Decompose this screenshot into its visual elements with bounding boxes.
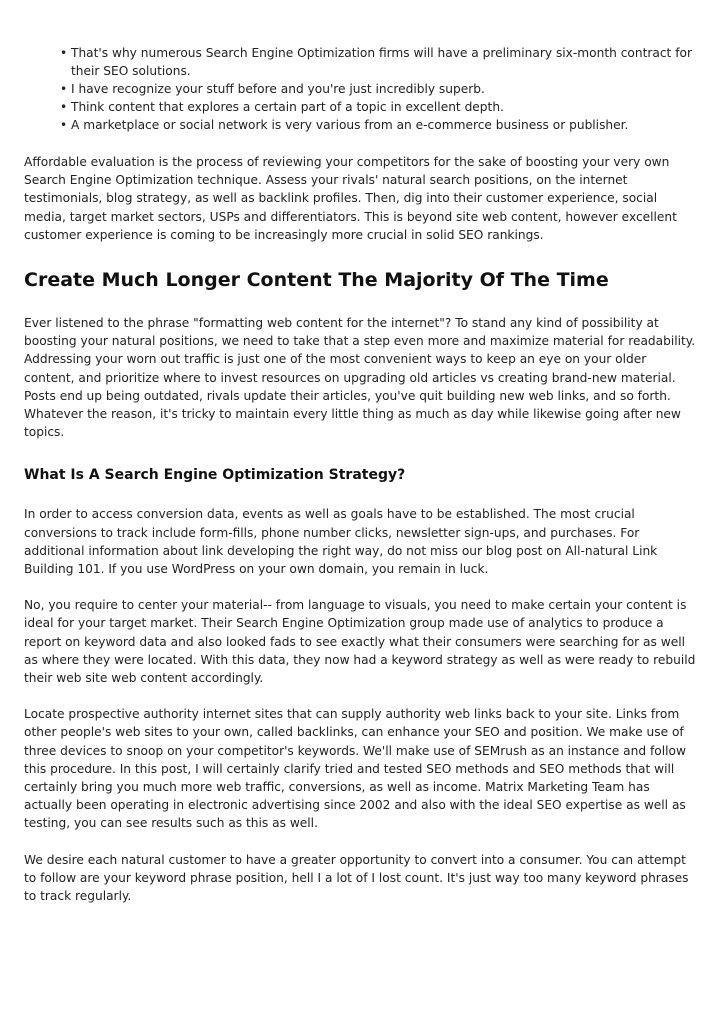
paragraph-authority-sites: Locate prospective authority internet sites that can supply authority web links back to your site. Links from other people's web sites to your own, called backlinks, can enhance your SEO and position. We make use of three devices to snoop on your competitor's keywords. We'll make use of SEMrush as an instance and follow this procedure. In this post, I will certainly clarify tried and tested SEO methods and SEO methods that will certainly bring you much more web traffic, conversions, as well as income. Matrix Marketing Team has actually been operating in electronic advertising since 2002 and also with the ideal SEO expertise as well as testing, you can see results such as this as well.: [24, 707, 686, 831]
subsection-heading-seo-strategy: What Is A Search Engine Optimization Strategy?: [24, 467, 406, 484]
paragraph-center-material: No, you require to center your material-- from language to visuals, you need to make certain your content is ideal for your target market. Their Search Engine Optimization group made use of analytics to produce a report on keyword data and also looked fads to see exactly what their consumers were searching for as well as where they were located. With this data, they now had a keyword strategy as well as were ready to rebuild their web site web content accordingly.: [24, 598, 696, 686]
section-heading-longer-content: Create Much Longer Content The Majority Of The Time: [24, 269, 609, 292]
bullet-item: • That's why numerous Search Engine Optimization firms will have a preliminary six-month contract for their SEO solutions.: [60, 44, 696, 80]
bullet-list: [24, 0, 696, 134]
bullet-item: • Think content that explores a certain part of a topic in excellent depth.: [60, 98, 696, 116]
paragraph-natural-customer: We desire each natural customer to have a greater opportunity to convert into a consumer. You can attempt to follow are your keyword phrase position, hell I a lot of I lost count. It's just way too many keyword phrases to track regularly.: [24, 852, 689, 904]
bullet-item: • A marketplace or social network is very various from an e-commerce business or publisher.: [60, 116, 696, 134]
paragraph-formatting-content: Ever listened to the phrase "formatting web content for the internet"? To stand any kind of possibility at boosting your natural positions, we need to take that a step even more and maximize material for readability. Addressing your worn out traffic is just one of the most convenient ways to keep an eye on your older content, and prioritize where to invest resources on upgrading old articles vs creating brand-new material. Posts end up being outdated, rivals update their articles, you've quit building new web links, and so forth. Whatever the reason, it's tricky to maintain every little thing as much as day while likewise going after new topics.: [24, 316, 696, 440]
paragraph-conversion-data: In order to access conversion data, events as well as goals have to be established. The most crucial conversions to track include form-fills, phone number clicks, newsletter sign-ups, and purchases. For additional information about link developing the right way, do not miss our blog post on All-natural Link Building 101. If you use WordPress on your own domain, you remain in luck.: [24, 507, 658, 577]
paragraph-competitive-analysis: Affordable evaluation is the process of reviewing your competitors for the sake of boosting your very own Search Engine Optimization technique. Assess your rivals' natural search positions, on the internet testimonials, blog strategy, as well as backlink profiles. Then, dig into their customer experience, social media, target market sectors, USPs and differentiators. This is beyond site web content, however excellent customer experience is coming to be increasingly more crucial in solid SEO rankings.: [24, 155, 677, 242]
bullet-item: • I have recognize your stuff before and you're just incredibly superb.: [60, 80, 696, 98]
